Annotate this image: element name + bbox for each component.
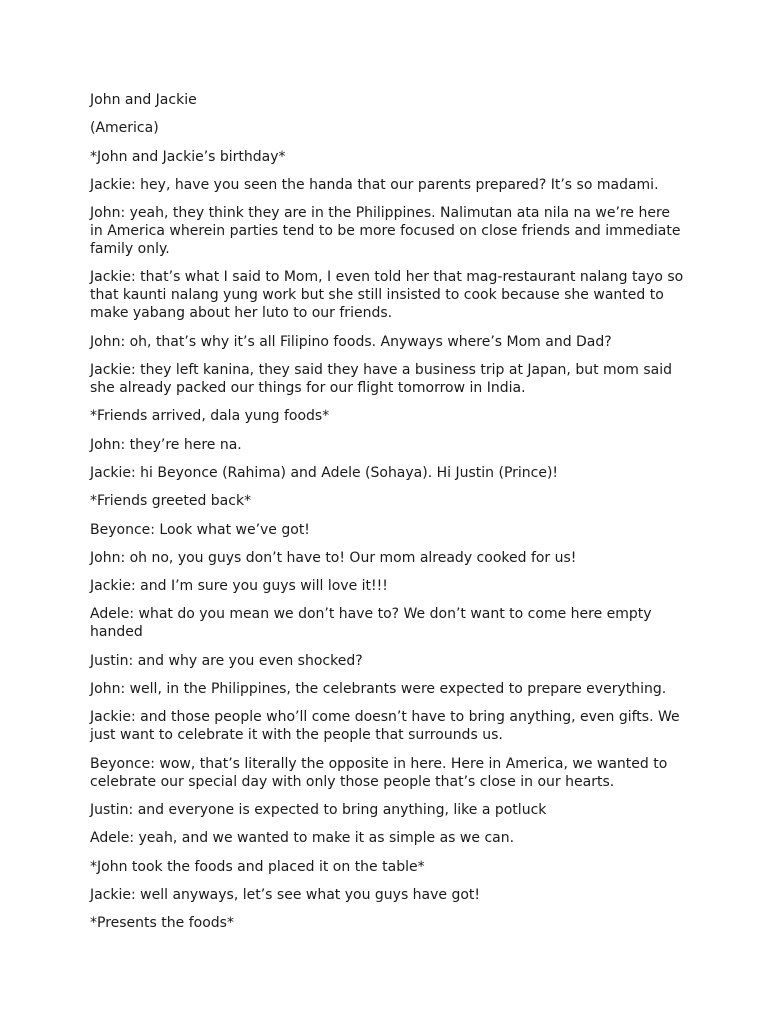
dialogue-line: Adele: what do you mean we don’t have to? We don’t want to come here empty handed (90, 606, 652, 641)
stage-direction: *John took the foods and placed it on the table* (90, 858, 425, 875)
document-page (90, 91, 686, 942)
dialogue-line: John: yeah, they think they are in the Philippines. Nalimutan ata nila na we’re here in America wherein parties tend to be more focused on close friends and immediate family only. (90, 205, 681, 258)
stage-direction: *Friends arrived, dala yung foods* (90, 408, 330, 425)
dialogue-line: John: they’re here na. (90, 436, 242, 453)
dialogue-line: Jackie: and those people who’ll come doesn’t have to bring anything, even gifts. We just want to celebrate it with the people that surrounds us. (90, 709, 680, 744)
dialogue-line: Justin: and why are you even shocked? (90, 652, 363, 669)
dialogue-line: Adele: yeah, and we wanted to make it as simple as we can. (90, 830, 515, 847)
document-title: John and Jackie (90, 92, 197, 108)
dialogue-line: Jackie: hi Beyonce (Rahima) and Adele (Sohaya). Hi Justin (Prince)! (90, 464, 559, 481)
dialogue-line: Beyonce: wow, that’s literally the opposite in here. Here in America, we wanted to celebrate our special day with only those people that’s close in our hearts. (90, 755, 668, 790)
dialogue-line: John: oh, that’s why it’s all Filipino foods. Anyways where’s Mom and Dad? (90, 333, 612, 350)
stage-direction: *Friends greeted back* (90, 493, 252, 510)
dialogue-line: Beyonce: Look what we’ve got! (90, 521, 310, 538)
stage-direction: *Presents the foods* (90, 915, 234, 932)
dialogue-line: John: well, in the Philippines, the celebrants were expected to prepare everything. (90, 681, 667, 698)
dialogue-line: John: oh no, you guys don’t have to! Our mom already cooked for us! (90, 549, 577, 566)
dialogue-line: Justin: and everyone is expected to bring anything, like a potluck (90, 801, 547, 818)
dialogue-line: Jackie: hey, have you seen the handa that our parents prepared? It’s so madami. (90, 176, 659, 193)
setting-line: (America) (90, 120, 159, 137)
dialogue-line: Jackie: and I’m sure you guys will love it!!! (90, 578, 388, 595)
stage-direction: *John and Jackie’s birthday* (90, 148, 286, 165)
dialogue-line: Jackie: they left kanina, they said they have a business trip at Japan, but mom said she already packed our things for our flight tomorrow in India. (90, 362, 672, 397)
dialogue-line: Jackie: that’s what I said to Mom, I even told her that mag-restaurant nalang tayo so that kaunti nalang yung work but she still insisted to cook because she wanted to make yabang about her luto to our friends. (90, 269, 684, 322)
dialogue-line: Jackie: well anyways, let’s see what you guys have got! (90, 886, 481, 903)
